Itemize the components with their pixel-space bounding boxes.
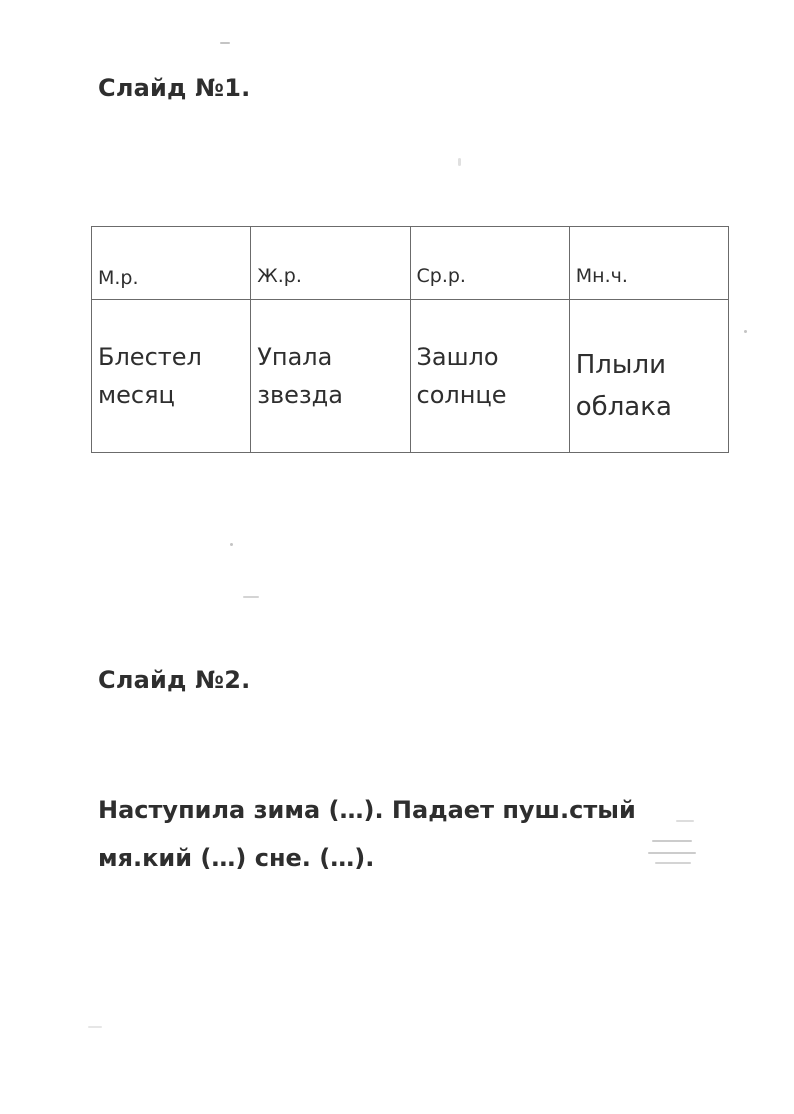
cell-word-1: Плыли xyxy=(575,350,666,380)
cell-word-2: солнце xyxy=(416,381,507,409)
cell-word-2: облака xyxy=(575,392,672,422)
table-header-cell xyxy=(569,227,728,300)
scan-speck xyxy=(243,596,259,598)
scan-mark xyxy=(652,840,692,842)
table-cell xyxy=(410,300,569,453)
exercise-text xyxy=(98,786,718,882)
scan-speck xyxy=(88,1026,102,1028)
scan-speck xyxy=(230,543,233,546)
table-cell xyxy=(92,300,251,453)
cell-word-1: Зашло xyxy=(416,343,499,371)
cell-word-1: Блестел xyxy=(98,343,202,371)
cell-text xyxy=(576,300,722,428)
header-feminine: Ж.р. xyxy=(257,265,302,287)
exercise-line-1: Наступила зима (…). Падает пуш.стый xyxy=(98,796,636,824)
cell-text xyxy=(257,300,403,414)
scan-speck xyxy=(220,42,230,44)
cell-text xyxy=(417,300,563,414)
scan-mark xyxy=(676,820,694,822)
exercise-line-2: мя.кий (…) сне. (…). xyxy=(98,844,375,872)
table-row xyxy=(92,300,729,453)
slide-2-heading: Слайд №2. xyxy=(98,666,251,694)
scan-mark xyxy=(655,862,691,864)
header-plural: Мн.ч. xyxy=(575,265,628,287)
gender-table xyxy=(91,226,729,453)
header-masculine: М.р. xyxy=(98,267,139,289)
cell-word-2: месяц xyxy=(98,381,175,409)
table-header-row xyxy=(92,227,729,300)
scan-speck xyxy=(744,330,747,333)
header-neuter: Ср.р. xyxy=(416,265,466,287)
scan-mark xyxy=(648,852,696,854)
table-cell xyxy=(569,300,728,453)
slide-1-heading: Слайд №1. xyxy=(98,74,251,102)
cell-word-1: Упала xyxy=(257,343,333,371)
table-cell xyxy=(251,300,410,453)
scan-speck xyxy=(458,158,461,166)
table-header-cell xyxy=(92,227,251,300)
table-header-cell xyxy=(410,227,569,300)
cell-word-2: звезда xyxy=(257,381,343,409)
cell-text xyxy=(98,300,244,414)
table-header-cell xyxy=(251,227,410,300)
